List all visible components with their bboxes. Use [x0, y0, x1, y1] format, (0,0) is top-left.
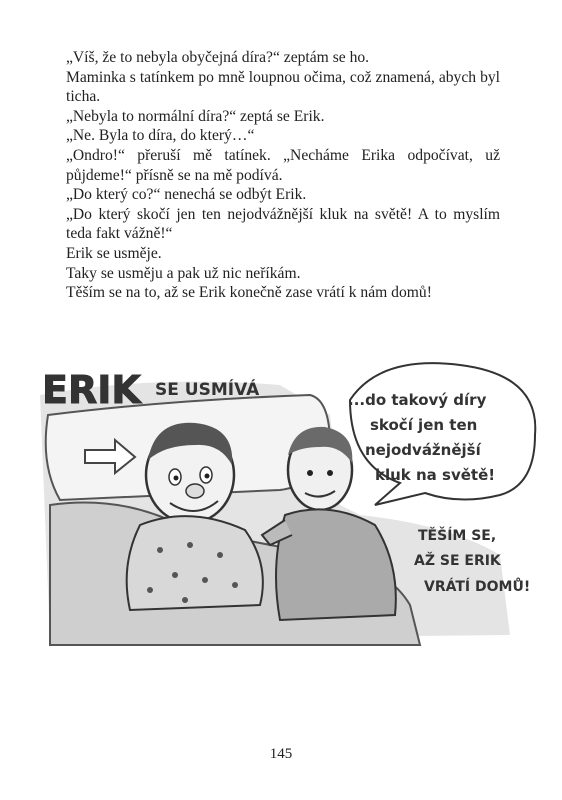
paragraph: „Do který skočí jen ten nejodvážnější kluk na světě! A to myslím teda fakt vážně!“: [66, 205, 500, 243]
page-number: 145: [269, 746, 293, 762]
caption-right-line: AŽ SE ERIK: [414, 553, 501, 569]
paragraph: Těším se na to, až se Erik konečně zase vrátí k nám domů!: [66, 284, 432, 302]
caption-right-line: TĚŠÍM SE,: [418, 528, 497, 544]
caption-erik: ERIK: [42, 368, 141, 412]
bubble-line: ...do takový díry: [348, 391, 487, 409]
caption-right-line: VRÁTÍ DOMŮ!: [424, 579, 531, 595]
paragraph: Taky se usměju a pak už nic neříkám.: [66, 264, 301, 282]
bubble-line: kluk na světě!: [375, 466, 496, 484]
bubble-line: nejodvážnější: [365, 441, 481, 459]
paragraph: „Nebyla to normální díra?“ zeptá se Erik.: [66, 107, 325, 125]
erik-pajamas: [127, 516, 263, 610]
paragraph: „Víš, že to nebyla obyčejná díra?“ zeptám se ho.: [66, 49, 370, 66]
paragraph: Erik se usměje.: [66, 244, 162, 262]
bubble-line: skočí jen ten: [370, 416, 478, 434]
paragraph: „Do který co?“ nenechá se odbýt Erik.: [66, 186, 307, 204]
caption-smiles: SE USMÍVÁ: [155, 380, 260, 400]
paragraph: Maminka s tatínkem po mně loupnou očima, což znamená, abych byl ticha.: [66, 68, 500, 106]
illustration: [30, 355, 550, 655]
body-text: [66, 48, 500, 303]
paragraph: „Ne. Byla to díra, do který…“: [66, 127, 255, 145]
paragraph: „Ondro!“ přeruší mě tatínek. „Necháme Erika odpočívat, už půjdeme!“ přísně se na mě podívá.: [66, 146, 500, 184]
